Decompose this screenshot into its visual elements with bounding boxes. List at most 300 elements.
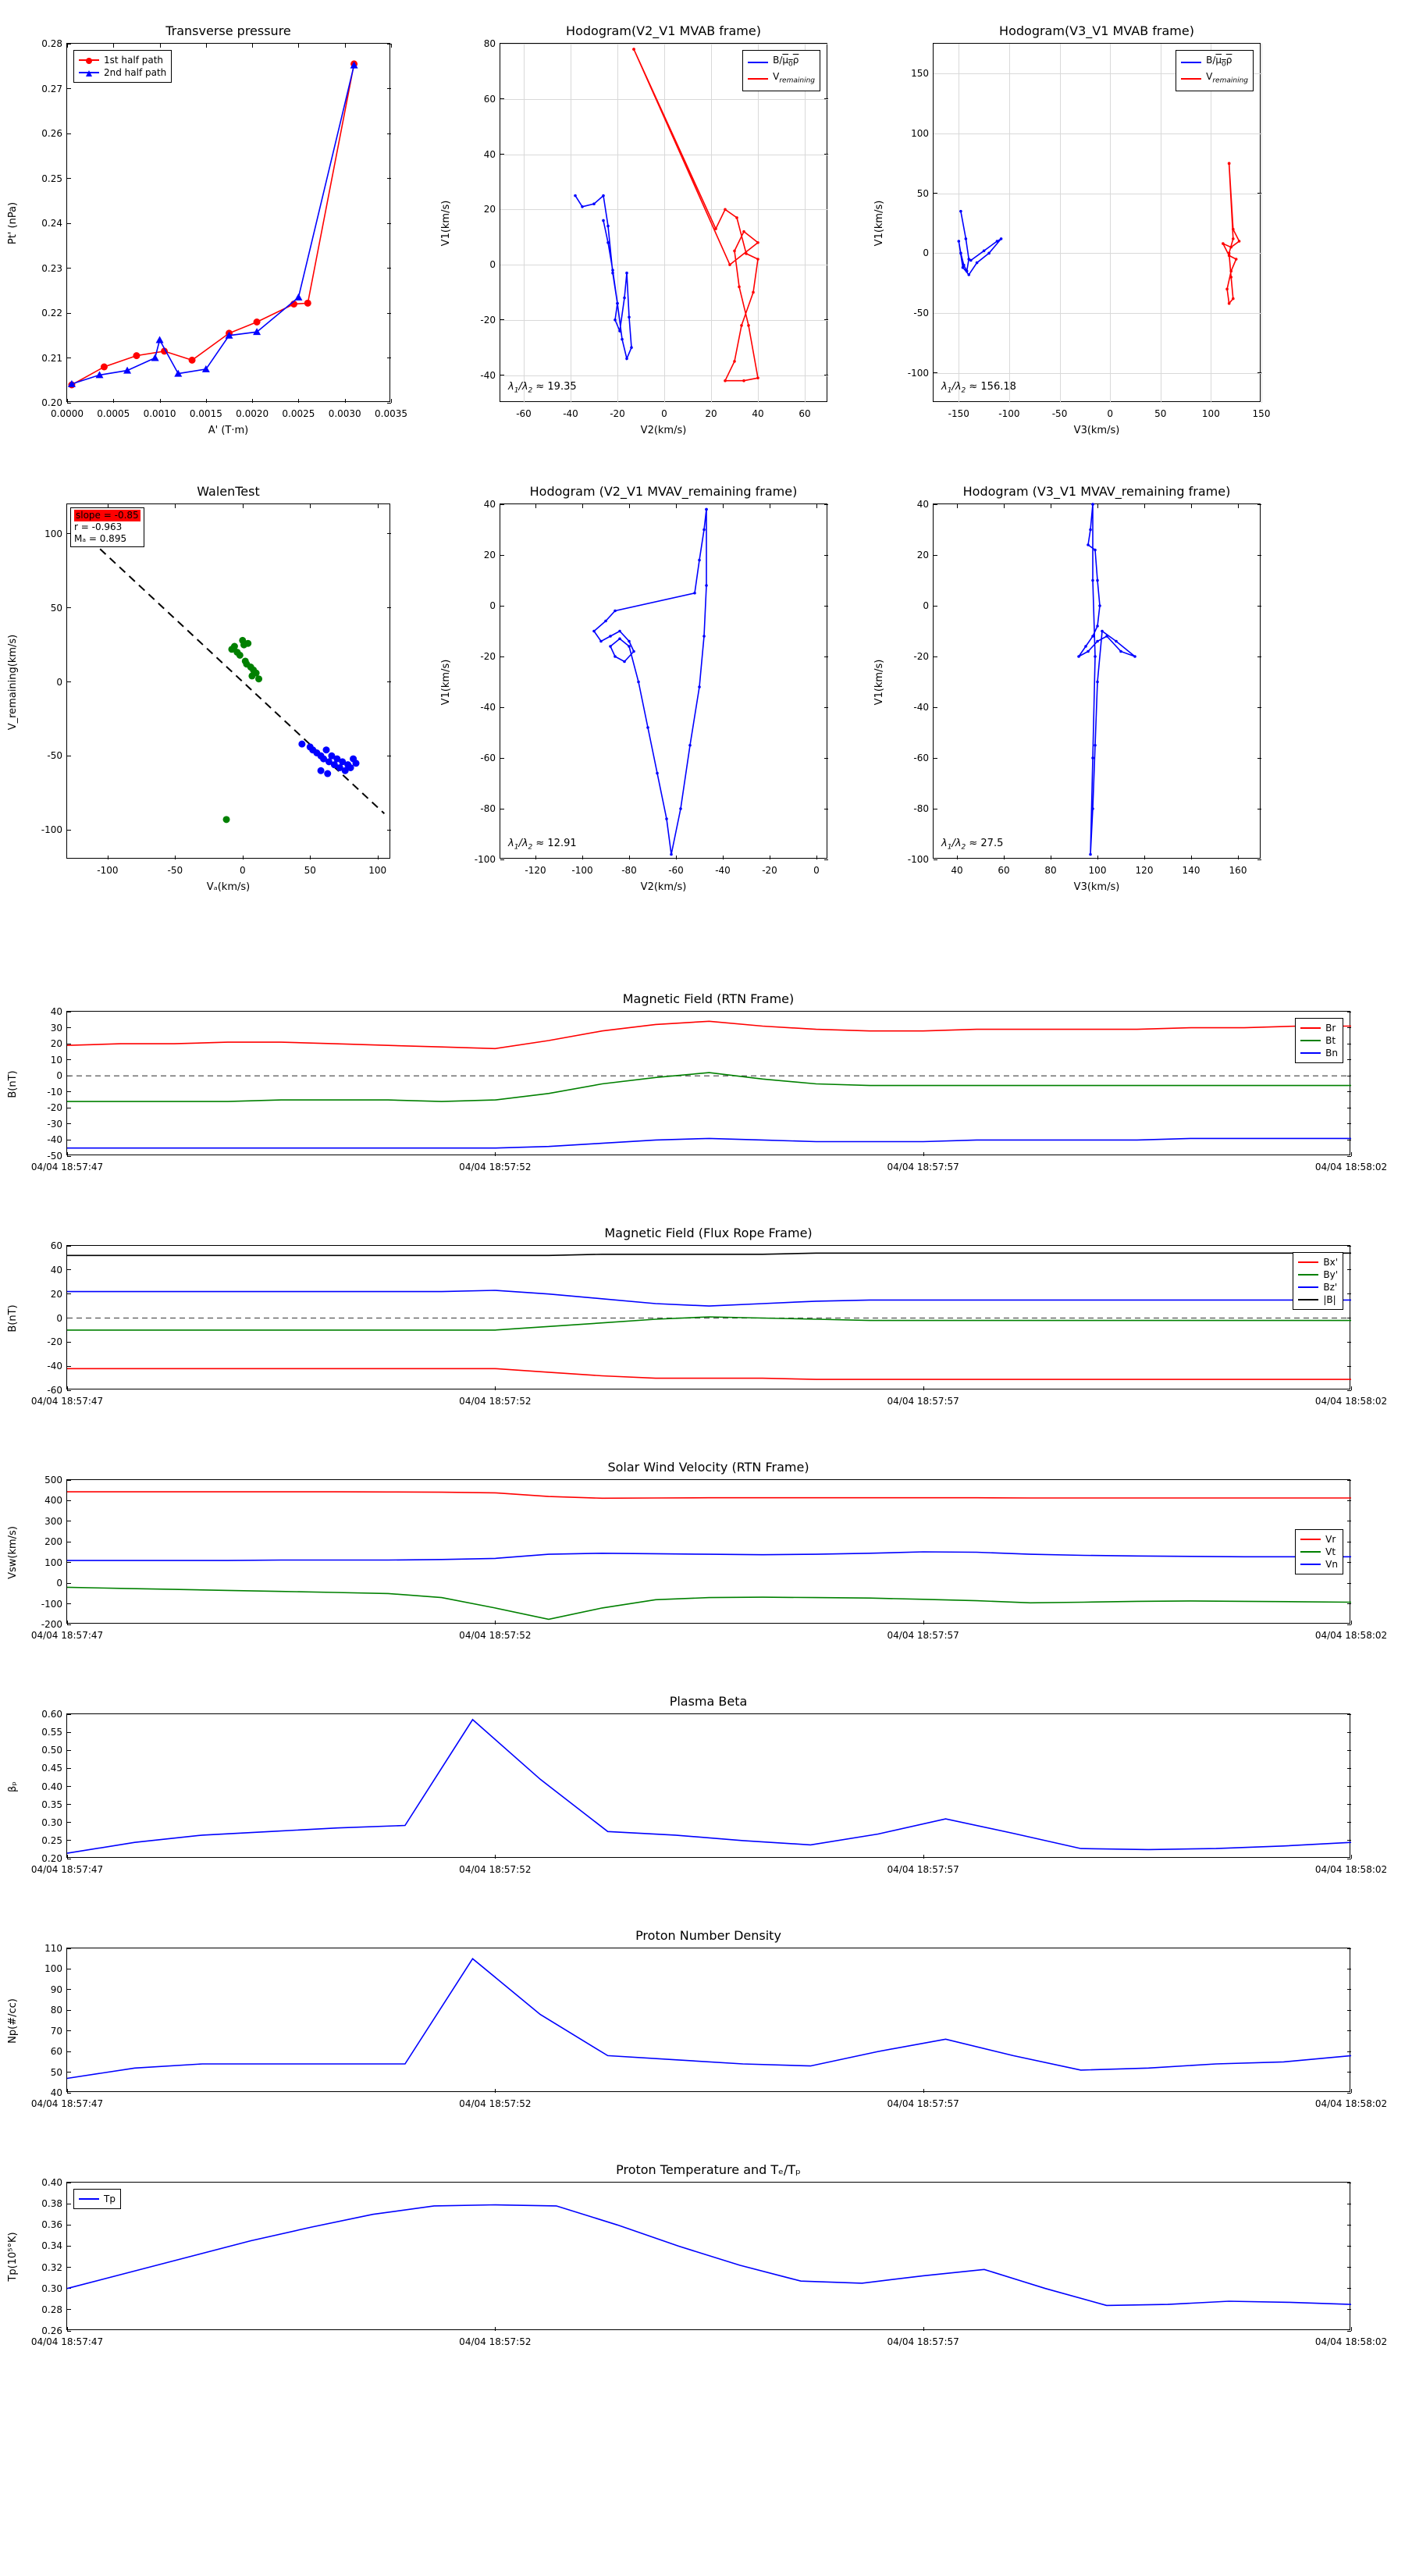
x-tickmark <box>1351 2327 1352 2331</box>
x-tick-label: -40 <box>715 865 731 876</box>
chart-magnetic-field-flux-rope <box>7 1226 1388 1407</box>
legend-item <box>1298 1256 1338 1268</box>
y-tick-label: 40 <box>483 499 496 510</box>
chart-legend[interactable] <box>1295 1018 1343 1063</box>
data-point <box>623 660 626 664</box>
data-point <box>705 584 708 587</box>
data-point <box>255 675 262 682</box>
data-point <box>724 379 727 382</box>
legend-swatch <box>1300 1027 1321 1029</box>
data-point <box>611 272 614 275</box>
chart-title: Hodogram(V3_V1 MVAB frame) <box>999 23 1194 38</box>
x-tick-label: 04/04 18:58:02 <box>1314 2098 1388 2109</box>
plot-area <box>934 504 1261 859</box>
x-tick-label: 0 <box>239 865 246 876</box>
plot-area <box>67 504 391 859</box>
x-tick-label: 04/04 18:58:02 <box>1314 1396 1388 1407</box>
y-tick-label: 0.20 <box>41 397 62 408</box>
data-point <box>1133 655 1136 658</box>
y-tick-label: 50 <box>50 602 62 614</box>
data-point <box>1232 228 1235 231</box>
legend-marker <box>86 70 92 76</box>
data-point <box>1229 276 1232 279</box>
legend-item <box>1300 1558 1338 1571</box>
y-axis-label: Np(#/cc) <box>7 1998 19 2044</box>
x-tick-label: 04/04 18:57:47 <box>30 1864 104 1875</box>
x-tick-label: 0.0005 <box>97 408 130 419</box>
y-tick-label: -80 <box>913 803 929 814</box>
legend-item <box>79 66 166 79</box>
y-tick-label: 40 <box>50 1006 62 1017</box>
chart-proton-number-density <box>7 1928 1388 2109</box>
x-tick-label: -20 <box>610 408 625 419</box>
chart-title: Hodogram (V2_V1 MVAV_remaining frame) <box>529 484 798 499</box>
x-tick-label: 140 <box>1182 865 1200 876</box>
y-tick-label: 0.30 <box>41 2282 62 2294</box>
x-tick-label: 04/04 18:57:52 <box>459 1162 532 1172</box>
y-tick-label: 0 <box>923 247 929 259</box>
data-point <box>637 681 640 684</box>
series-line <box>1079 504 1135 855</box>
y-tick-label: 0 <box>489 259 496 271</box>
data-point <box>670 853 673 856</box>
x-tick-label: -40 <box>563 408 578 419</box>
data-point <box>1229 270 1232 273</box>
legend-item <box>1181 54 1248 70</box>
data-point <box>1089 528 1092 532</box>
data-point <box>1077 655 1080 658</box>
plot-area <box>67 1012 1351 1156</box>
data-point <box>606 241 610 244</box>
data-point <box>625 272 628 275</box>
x-tick-label: 04/04 18:58:02 <box>1314 2336 1388 2347</box>
y-tick-label: -100 <box>41 824 62 836</box>
x-tick-label: 0.0020 <box>236 408 269 419</box>
series-line <box>67 1253 1351 1255</box>
y-tick-label: 0.25 <box>41 173 62 184</box>
series-line <box>67 1317 1351 1330</box>
data-point <box>616 302 619 305</box>
x-tickmark <box>1351 1621 1352 1624</box>
data-point <box>614 318 617 322</box>
x-tick-label: 04/04 18:57:52 <box>459 1630 532 1641</box>
x-tick-label: 04/04 18:57:47 <box>30 2098 104 2109</box>
data-point <box>756 376 759 379</box>
data-point <box>618 630 621 633</box>
chart-legend[interactable] <box>73 2189 121 2209</box>
x-tick-label: -150 <box>948 408 969 419</box>
legend-item <box>748 54 815 70</box>
data-point <box>1089 853 1092 856</box>
data-point <box>1094 655 1097 658</box>
y-tick-label: 100 <box>44 1963 62 1975</box>
data-point <box>738 286 741 289</box>
y-tick-label: -50 <box>913 308 929 318</box>
data-point <box>609 645 612 648</box>
data-point <box>958 240 961 243</box>
data-point <box>1232 297 1235 301</box>
y-axis-label: V1(km/s) <box>873 200 885 247</box>
data-point <box>962 266 965 269</box>
chart-hodogram-v2v1-mvav <box>440 484 827 893</box>
legend-item <box>1298 1281 1338 1293</box>
series-line <box>67 1021 1351 1048</box>
chart-legend[interactable] <box>1176 50 1254 91</box>
legend-label: Bn <box>1325 1048 1338 1059</box>
y-tick-label: -40 <box>47 1361 62 1372</box>
y-tick-label: 0.26 <box>41 128 62 139</box>
data-point <box>1228 254 1231 258</box>
legend-item <box>79 54 166 66</box>
legend-swatch <box>748 62 768 63</box>
y-tick-label: 0.28 <box>41 38 62 49</box>
x-tick-label: 0.0025 <box>282 408 315 419</box>
data-point <box>1222 242 1225 245</box>
y-tick-label: 70 <box>50 2025 62 2037</box>
data-point <box>628 645 631 648</box>
plot-area <box>934 44 1261 403</box>
data-point <box>1096 640 1099 643</box>
data-point <box>705 508 708 511</box>
x-tickmark <box>391 44 392 48</box>
y-tick-label: 0.26 <box>41 2325 62 2336</box>
y-tick-label: 150 <box>911 68 929 80</box>
y-tick-label: 0.21 <box>41 352 62 364</box>
data-point <box>959 252 962 255</box>
x-tick-label: 04/04 18:57:57 <box>887 1396 959 1407</box>
x-axis-label: Vₐ(km/s) <box>206 881 251 893</box>
data-point <box>1091 807 1094 810</box>
y-tick-label: -10 <box>47 1086 62 1098</box>
legend-label: $B/\mu_0\rho$ <box>773 55 799 69</box>
data-point <box>735 216 738 219</box>
data-point <box>318 767 325 774</box>
x-tick-label: 0.0010 <box>143 408 176 419</box>
y-tick-label: -60 <box>480 753 496 763</box>
x-tick-label: 60 <box>998 865 1010 876</box>
data-point <box>742 379 745 382</box>
y-tick-label: 40 <box>50 2087 62 2098</box>
legend-swatch <box>1298 1286 1318 1288</box>
fit-statistic: r = -0.963 <box>74 521 123 532</box>
x-tickmark <box>1351 1855 1352 1859</box>
data-point <box>1000 237 1003 240</box>
legend-item <box>1298 1268 1338 1281</box>
chart-legend[interactable] <box>73 50 172 83</box>
data-point <box>614 655 617 658</box>
legend-item <box>1300 1034 1338 1047</box>
chart-title: WalenTest <box>197 484 260 499</box>
x-tick-label: 50 <box>1154 408 1167 419</box>
x-tick-label: -20 <box>762 865 777 876</box>
series-line <box>67 1368 1351 1379</box>
data-point <box>1232 237 1235 240</box>
data-point <box>231 643 238 650</box>
series-line <box>72 66 354 384</box>
data-point <box>353 760 360 767</box>
data-point <box>1091 756 1094 760</box>
y-tick-label: -100 <box>41 1598 62 1610</box>
x-tick-label: 0.0035 <box>375 408 407 419</box>
series-line <box>634 49 758 381</box>
data-point <box>969 259 973 262</box>
data-point <box>632 650 635 653</box>
y-tick-label: 0 <box>56 1578 62 1589</box>
data-point <box>623 297 626 300</box>
fit-statistics-box <box>70 507 144 547</box>
data-point <box>323 746 330 753</box>
data-point <box>1235 258 1238 261</box>
plot-area <box>67 1714 1351 1859</box>
data-point <box>996 240 999 243</box>
data-point <box>959 210 962 213</box>
x-tick-label: 0 <box>813 865 820 876</box>
x-tick-label: 40 <box>951 865 963 876</box>
chart-legend[interactable] <box>1293 1252 1343 1310</box>
legend-swatch <box>1300 1551 1321 1553</box>
x-tick-label: 04/04 18:57:52 <box>459 2098 532 2109</box>
data-point <box>693 592 696 595</box>
data-point <box>133 352 140 359</box>
data-point <box>101 364 108 371</box>
x-tick-label: 0.0000 <box>51 408 84 419</box>
series-line <box>67 1552 1351 1560</box>
data-point <box>1091 579 1094 582</box>
legend-swatch <box>1298 1299 1318 1300</box>
legend-label: Tp <box>104 2194 116 2204</box>
data-point <box>1091 635 1094 638</box>
x-tick-label: 0 <box>661 408 667 419</box>
data-point <box>976 262 979 265</box>
data-point <box>298 741 305 748</box>
y-axis-label: V1(km/s) <box>873 659 885 705</box>
plot-area <box>67 1480 1351 1624</box>
data-point <box>240 642 247 649</box>
y-tick-label: 0.36 <box>41 2219 62 2231</box>
x-tick-label: 04/04 18:57:47 <box>30 1396 104 1407</box>
legend-item <box>1298 1293 1338 1306</box>
x-tick-label: -120 <box>525 865 546 876</box>
x-tick-label: 04/04 18:57:57 <box>887 2098 959 2109</box>
x-tick-label: -100 <box>97 865 119 876</box>
chart-title: Proton Number Density <box>635 1928 781 1943</box>
data-point <box>702 528 706 532</box>
legend-label: Vr <box>1325 1533 1336 1545</box>
chart-hodogram-v2v1-mvab <box>440 23 827 436</box>
chart-title: Solar Wind Velocity (RTN Frame) <box>607 1460 809 1475</box>
chart-legend[interactable] <box>1295 1529 1343 1574</box>
eigenvalue-ratio-annotation: $\lambda_1/\lambda_2 \approx 156.18$ <box>941 381 1016 395</box>
x-tick-label: 160 <box>1229 865 1247 876</box>
x-tick-label: 04/04 18:57:47 <box>30 1162 104 1172</box>
y-tick-label: -20 <box>480 314 496 326</box>
eigenvalue-ratio-annotation: $\lambda_1/\lambda_2 \approx 19.35$ <box>508 381 577 395</box>
y-axis-label: B(nT) <box>7 1304 19 1332</box>
y-tick-label: -20 <box>480 651 496 662</box>
legend-swatch <box>1181 78 1201 80</box>
data-point <box>602 219 605 222</box>
data-point <box>614 610 617 613</box>
data-point <box>1091 503 1094 506</box>
y-tick-label: -100 <box>474 854 496 865</box>
data-point <box>611 269 614 272</box>
gridline <box>1261 44 1262 403</box>
data-point <box>1238 240 1241 243</box>
x-tick-label: 04/04 18:57:52 <box>459 1396 532 1407</box>
legend-swatch <box>1298 1261 1318 1263</box>
data-point <box>632 48 635 51</box>
legend-swatch <box>79 59 99 61</box>
y-tick-label: 400 <box>44 1495 62 1507</box>
data-point <box>983 249 986 252</box>
plot-area <box>67 1948 1351 2093</box>
x-tick-label: 04/04 18:57:47 <box>30 1630 104 1641</box>
data-point <box>967 273 970 276</box>
y-tick-label: 0.45 <box>41 1763 62 1774</box>
data-point <box>151 354 159 361</box>
y-tick-label: 60 <box>483 93 496 105</box>
data-point <box>698 559 701 562</box>
chart-proton-temperature <box>7 2162 1388 2347</box>
x-tick-label: 04/04 18:57:57 <box>887 1864 959 1875</box>
y-tick-label: -50 <box>47 750 62 762</box>
legend-swatch <box>1300 1564 1321 1565</box>
chart-title: Magnetic Field (Flux Rope Frame) <box>604 1226 813 1240</box>
y-tick-label: -60 <box>913 753 929 763</box>
data-point <box>604 620 607 623</box>
data-point <box>599 640 603 643</box>
y-tick-label: 0.23 <box>41 262 62 274</box>
y-tick-label: 40 <box>483 148 496 160</box>
chart-title: Transverse pressure <box>165 23 291 38</box>
chart-title: Magnetic Field (RTN Frame) <box>622 991 795 1006</box>
y-tick-label: 0.25 <box>41 1834 62 1846</box>
y-axis-label: Vsw(km/s) <box>7 1525 19 1579</box>
y-tick-label: 20 <box>916 550 929 560</box>
legend-swatch <box>79 72 99 73</box>
data-point <box>1119 650 1122 653</box>
data-point <box>223 816 230 823</box>
data-point <box>740 324 743 327</box>
data-point <box>665 817 668 820</box>
data-point <box>679 807 682 810</box>
data-point <box>724 208 727 212</box>
chart-hodogram-v3v1-mvab <box>873 23 1271 436</box>
chart-title: Proton Temperature and Tₑ/Tₚ <box>616 2162 801 2177</box>
y-tick-label: -60 <box>47 1385 62 1396</box>
y-tick-label: 0.24 <box>41 218 62 229</box>
x-tick-label: 150 <box>1252 408 1271 419</box>
data-point <box>1087 650 1090 653</box>
y-tick-label: 20 <box>483 204 496 215</box>
series-line <box>67 1138 1351 1147</box>
legend-item <box>1300 1546 1338 1558</box>
data-point <box>698 685 701 688</box>
legend-label: Vn <box>1325 1558 1338 1570</box>
data-point <box>965 237 968 240</box>
data-point <box>1115 640 1118 643</box>
data-point <box>602 194 605 197</box>
data-point <box>347 764 354 771</box>
data-point <box>618 637 621 640</box>
data-point <box>304 300 311 307</box>
y-tick-label: -200 <box>41 1619 62 1630</box>
legend-item <box>1181 70 1248 87</box>
data-point <box>625 358 628 361</box>
data-point <box>630 346 633 349</box>
data-point <box>656 772 659 775</box>
x-axis-label: V3(km/s) <box>1073 425 1120 436</box>
data-point <box>606 225 610 228</box>
legend-label: Vt <box>1325 1546 1336 1557</box>
y-tick-label: -100 <box>907 367 929 379</box>
x-tick-label: -50 <box>1051 408 1068 419</box>
y-tick-label: 500 <box>44 1475 62 1485</box>
x-tick-label: 100 <box>368 865 387 876</box>
legend-swatch <box>1300 1539 1321 1540</box>
y-tick-label: 0.28 <box>41 2304 62 2315</box>
y-tick-label: 0 <box>923 600 929 611</box>
legend-label: Bt <box>1325 1035 1336 1046</box>
y-tick-label: 0 <box>489 600 496 611</box>
y-tick-label: 20 <box>483 550 496 560</box>
y-tick-label: 80 <box>483 38 496 49</box>
y-tick-label: 0.22 <box>41 308 62 318</box>
series-line <box>67 2205 1351 2306</box>
data-point <box>1096 579 1099 582</box>
legend-label: $V_{remaining}$ <box>1206 71 1248 85</box>
x-tick-label: -100 <box>998 408 1020 419</box>
y-tick-label: 50 <box>50 2066 62 2078</box>
data-point <box>1096 681 1099 684</box>
series-line <box>72 64 354 385</box>
y-tick-label: 0.20 <box>41 1853 62 1864</box>
y-tick-label: 100 <box>44 1557 62 1568</box>
plot-area <box>67 1246 1351 1390</box>
data-point <box>254 318 261 326</box>
fit-statistic: slope = -0.85 <box>76 510 139 521</box>
chart-magnetic-field-rtn <box>7 991 1388 1172</box>
y-tick-label: 0.40 <box>41 2177 62 2188</box>
series-line <box>67 1073 1351 1101</box>
y-tick-label: 100 <box>44 528 62 539</box>
series-line <box>67 1587 1351 1619</box>
x-tick-label: 0.0030 <box>328 408 361 419</box>
x-tick-label: 04/04 18:58:02 <box>1314 1630 1388 1641</box>
legend-item <box>79 2193 116 2205</box>
legend-marker <box>86 58 92 64</box>
data-point <box>243 660 250 667</box>
data-point <box>962 264 966 267</box>
data-point <box>742 230 745 233</box>
data-point <box>628 640 631 643</box>
x-axis-label: V2(km/s) <box>640 881 687 893</box>
y-tick-label: 0 <box>56 1070 62 1082</box>
data-point <box>733 250 736 253</box>
x-tick-label: -80 <box>621 865 637 876</box>
data-point <box>609 635 612 638</box>
y-tick-label: 0.30 <box>41 1816 62 1828</box>
data-point <box>1087 543 1090 546</box>
legend-swatch <box>1181 62 1201 63</box>
data-point <box>1105 635 1108 638</box>
y-tick-label: 200 <box>44 1536 62 1548</box>
data-point <box>752 291 755 294</box>
chart-legend[interactable] <box>742 50 820 91</box>
x-tick-label: 04/04 18:57:57 <box>887 2336 959 2347</box>
x-tick-label: 80 <box>1044 865 1057 876</box>
eigenvalue-ratio-annotation: $\lambda_1/\lambda_2 \approx 27.5$ <box>941 838 1004 852</box>
